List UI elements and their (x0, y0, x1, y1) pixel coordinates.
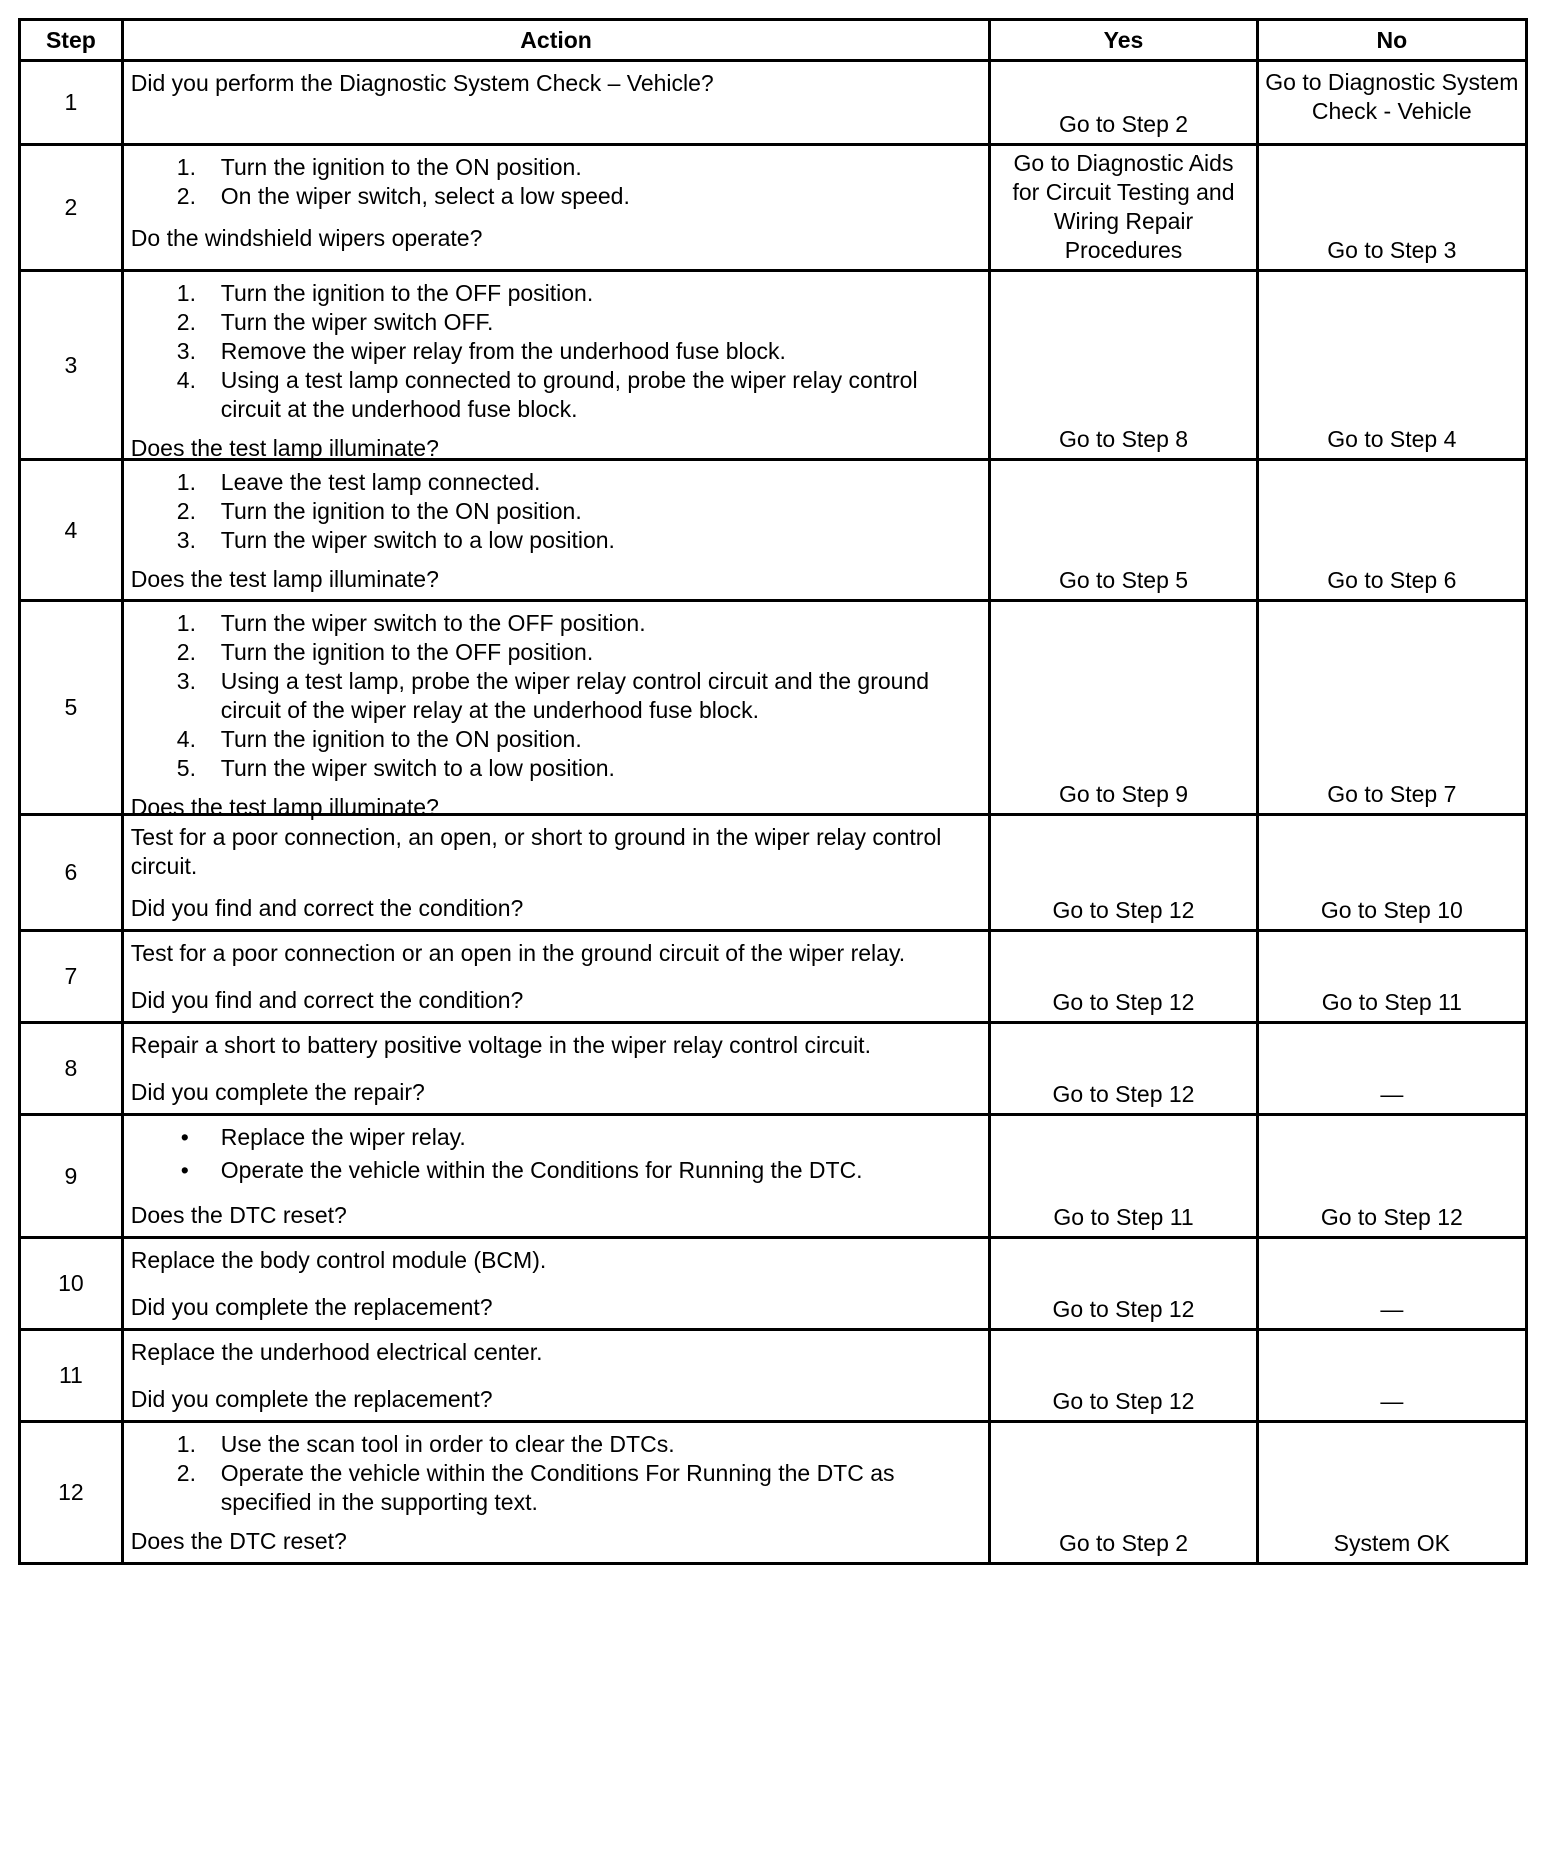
action-cell (122, 271, 990, 460)
table-row (20, 460, 1527, 601)
list-marker: • (180, 1157, 189, 1183)
yes-result: Go to Step 12 (990, 931, 1257, 1023)
no-result: Go to Step 10 (1257, 815, 1526, 931)
list-item (131, 1123, 981, 1152)
list-marker: 4. (176, 367, 196, 393)
action-content (131, 1338, 981, 1414)
list-item-text: Leave the test lamp connected. (220, 469, 541, 495)
instruction-list (131, 1123, 981, 1189)
yes-result: Go to Diagnostic Aids for Circuit Testing and Wiring Repair Procedures (990, 145, 1257, 271)
action-content (131, 153, 981, 253)
list-item (131, 337, 981, 366)
spacer (131, 1367, 981, 1385)
list-item (131, 1156, 981, 1185)
step-number: 8 (20, 1023, 123, 1115)
spacer (131, 1517, 981, 1527)
list-marker: 2. (176, 639, 196, 665)
spacer (131, 968, 981, 986)
table-header-row (20, 20, 1527, 61)
yes-result: Go to Step 11 (990, 1115, 1257, 1238)
no-result: Go to Diagnostic System Check - Vehicle (1257, 61, 1526, 145)
yes-result: Go to Step 12 (990, 815, 1257, 931)
instruction-list (131, 609, 981, 783)
step-number: 1 (20, 61, 123, 145)
table-row (20, 1238, 1527, 1330)
action-question: Does the DTC reset? (130, 1202, 347, 1228)
no-result: Go to Step 11 (1257, 931, 1526, 1023)
action-cell (122, 460, 990, 601)
spacer (131, 555, 981, 565)
step-number: 9 (20, 1115, 123, 1238)
list-item-text: Turn the ignition to the OFF position. (220, 639, 594, 665)
table-row (20, 815, 1527, 931)
yes-result: Go to Step 9 (990, 601, 1257, 815)
diagnostic-table (18, 18, 1528, 1565)
action-cell (122, 1330, 990, 1422)
yes-result: Go to Step 2 (990, 1422, 1257, 1564)
action-cell (122, 815, 990, 931)
list-item-text: Replace the wiper relay. (220, 1124, 466, 1150)
spacer (131, 1275, 981, 1293)
list-item (131, 497, 981, 526)
action-question: Did you complete the replacement? (130, 1386, 493, 1412)
step-number: 5 (20, 601, 123, 815)
action-content (131, 468, 981, 593)
list-item (131, 182, 981, 211)
list-marker: 2. (176, 183, 196, 209)
list-item-text: Use the scan tool in order to clear the DTCs. (220, 1431, 675, 1457)
action-content (130, 609, 981, 820)
list-marker: 2. (176, 309, 196, 335)
table-row (20, 271, 1527, 460)
action-instruction: Did you perform the Diagnostic System Check – Vehicle? (130, 70, 714, 96)
action-content (131, 823, 981, 923)
list-marker: 1. (176, 1431, 196, 1457)
action-cell (122, 61, 990, 145)
instruction-list (131, 1430, 981, 1517)
list-item (131, 279, 981, 308)
action-content (131, 939, 981, 1015)
list-item-text: Using a test lamp, probe the wiper relay control circuit and the ground circuit of the wiper relay at the underhood fuse block. (220, 668, 930, 723)
yes-result: Go to Step 12 (990, 1238, 1257, 1330)
action-question: Does the test lamp illuminate? (130, 435, 439, 461)
action-instruction: Replace the body control module (BCM). (130, 1247, 547, 1273)
list-item (131, 366, 981, 424)
action-cell (122, 931, 990, 1023)
list-item-text: Turn the ignition to the OFF position. (220, 280, 594, 306)
table-row (20, 61, 1527, 145)
list-item-text: Turn the ignition to the ON position. (220, 498, 582, 524)
list-item-text: Turn the wiper switch to the OFF position. (220, 610, 646, 636)
action-cell (122, 1238, 990, 1330)
step-number: 4 (20, 460, 123, 601)
no-result: — (1257, 1238, 1526, 1330)
list-marker: • (180, 1124, 189, 1150)
list-marker: 3. (176, 668, 196, 694)
action-content (131, 1031, 981, 1107)
list-item (131, 526, 981, 555)
list-marker: 1. (176, 610, 196, 636)
action-question: Does the test lamp illuminate? (130, 794, 439, 820)
header-no: No (1257, 20, 1526, 61)
list-marker: 1. (176, 469, 196, 495)
header-yes: Yes (990, 20, 1257, 61)
step-number: 10 (20, 1238, 123, 1330)
list-marker: 1. (176, 154, 196, 180)
list-item-text: Operate the vehicle within the Conditions for Running the DTC. (220, 1157, 863, 1183)
action-instruction: Test for a poor connection or an open in the ground circuit of the wiper relay. (130, 940, 906, 966)
action-content (130, 279, 981, 461)
list-item (131, 754, 981, 783)
table-row (20, 1330, 1527, 1422)
list-item-text: Turn the wiper switch OFF. (220, 309, 494, 335)
list-item (131, 153, 981, 182)
action-question: Did you find and correct the condition? (130, 895, 524, 921)
no-result: Go to Step 6 (1257, 460, 1526, 601)
list-item-text: Remove the wiper relay from the underhood fuse block. (220, 338, 786, 364)
list-item-text: On the wiper switch, select a low speed. (220, 183, 630, 209)
no-result: Go to Step 3 (1257, 145, 1526, 271)
table-row (20, 601, 1527, 815)
table-row (20, 931, 1527, 1023)
table-row (20, 1115, 1527, 1238)
table-row (20, 145, 1527, 271)
spacer (131, 881, 981, 894)
list-item-text: Using a test lamp connected to ground, probe the wiper relay control circuit at the underhood fuse block. (220, 367, 918, 422)
action-question: Does the test lamp illuminate? (130, 566, 439, 592)
table-row (20, 1422, 1527, 1564)
no-result: Go to Step 4 (1257, 271, 1526, 460)
list-marker: 3. (176, 338, 196, 364)
action-question: Does the DTC reset? (130, 1528, 347, 1554)
list-item-text: Operate the vehicle within the Conditions For Running the DTC as specified in the supporting text. (220, 1460, 895, 1515)
list-item-text: Turn the wiper switch to a low position. (220, 527, 615, 553)
instruction-list (131, 279, 981, 424)
list-item (131, 638, 981, 667)
action-question: Did you complete the repair? (130, 1079, 425, 1105)
step-number: 11 (20, 1330, 123, 1422)
list-item (131, 308, 981, 337)
action-cell (122, 145, 990, 271)
action-content (131, 1430, 981, 1556)
yes-result: Go to Step 8 (990, 271, 1257, 460)
instruction-list (131, 153, 981, 211)
table-row (20, 1023, 1527, 1115)
list-item (131, 725, 981, 754)
list-marker: 3. (176, 527, 196, 553)
step-number: 7 (20, 931, 123, 1023)
action-content (131, 1123, 981, 1230)
action-question: Did you complete the replacement? (130, 1294, 493, 1320)
step-number: 6 (20, 815, 123, 931)
list-item-text: Turn the ignition to the ON position. (220, 726, 582, 752)
action-cell (122, 1023, 990, 1115)
list-item (131, 468, 981, 497)
list-item-text: Turn the ignition to the ON position. (220, 154, 582, 180)
yes-result: Go to Step 5 (990, 460, 1257, 601)
spacer (131, 424, 981, 434)
list-marker: 1. (176, 280, 196, 306)
spacer (131, 783, 981, 793)
spacer (131, 1189, 981, 1201)
no-result: — (1257, 1330, 1526, 1422)
action-content (131, 1246, 981, 1322)
action-instruction: Repair a short to battery positive voltage in the wiper relay control circuit. (130, 1032, 871, 1058)
list-item (131, 667, 981, 725)
action-instruction: Replace the underhood electrical center. (130, 1339, 543, 1365)
instruction-list (131, 468, 981, 555)
list-marker: 2. (176, 498, 196, 524)
list-marker: 5. (176, 755, 196, 781)
step-number: 12 (20, 1422, 123, 1564)
yes-result: Go to Step 2 (990, 61, 1257, 145)
step-number: 2 (20, 145, 123, 271)
list-item (131, 1459, 981, 1517)
no-result: System OK (1257, 1422, 1526, 1564)
action-content (131, 69, 981, 137)
list-item (131, 1430, 981, 1459)
yes-result: Go to Step 12 (990, 1023, 1257, 1115)
action-question: Did you find and correct the condition? (130, 987, 524, 1013)
table-body (20, 61, 1527, 1564)
yes-result: Go to Step 12 (990, 1330, 1257, 1422)
no-result: Go to Step 12 (1257, 1115, 1526, 1238)
list-item-text: Turn the wiper switch to a low position. (220, 755, 615, 781)
action-cell (122, 1115, 990, 1238)
spacer (131, 1060, 981, 1078)
action-question: Do the windshield wipers operate? (130, 225, 483, 251)
no-result: Go to Step 7 (1257, 601, 1526, 815)
header-action: Action (122, 20, 990, 61)
step-number: 3 (20, 271, 123, 460)
list-marker: 4. (176, 726, 196, 752)
action-instruction: Test for a poor connection, an open, or short to ground in the wiper relay control circuit. (130, 824, 942, 879)
action-cell (122, 601, 990, 820)
header-step: Step (20, 20, 123, 61)
no-result: — (1257, 1023, 1526, 1115)
action-cell (122, 1422, 990, 1564)
list-marker: 2. (176, 1460, 196, 1486)
spacer (131, 211, 981, 224)
list-item (131, 609, 981, 638)
